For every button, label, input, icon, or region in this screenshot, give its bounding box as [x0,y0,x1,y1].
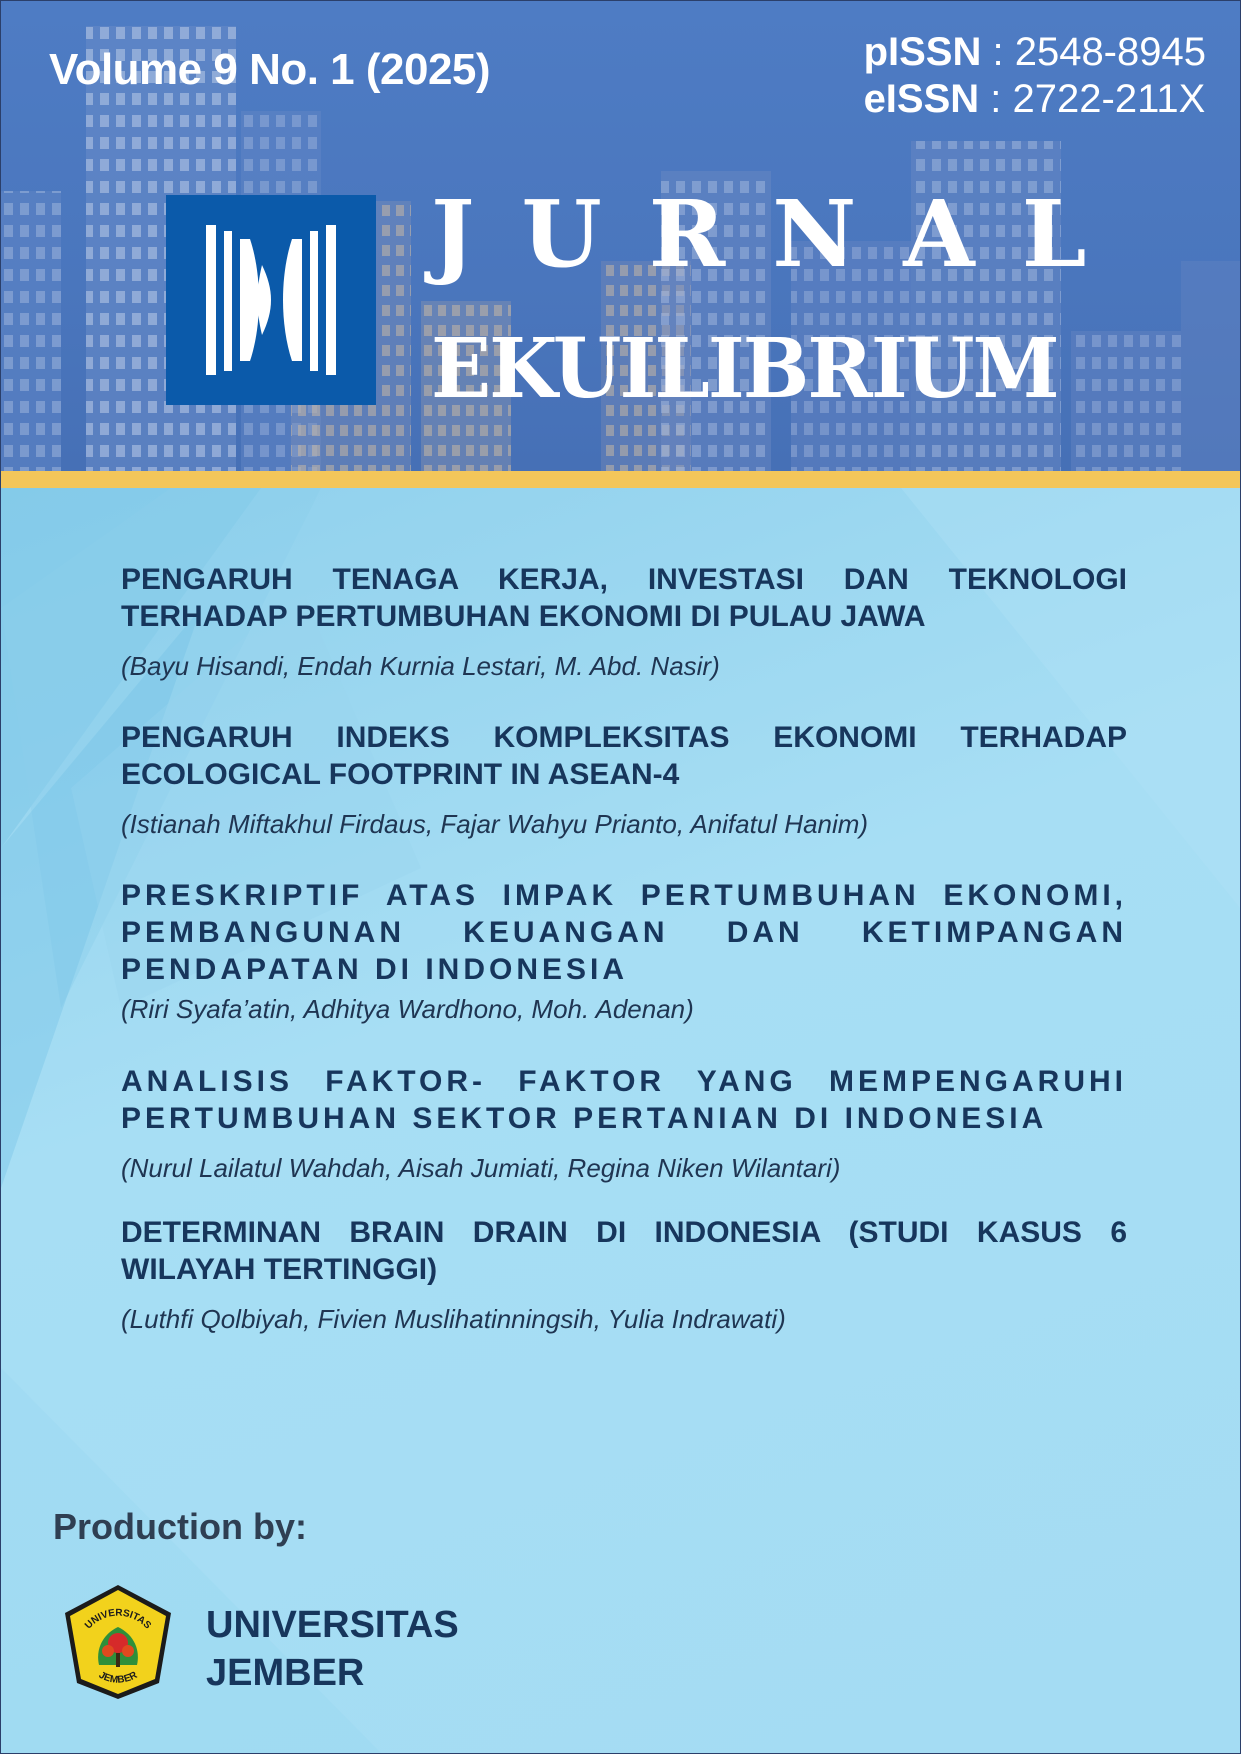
article-authors: (Nurul Lailatul Wahdah, Aisah Jumiati, Regina Niken Wilantari) [121,1153,841,1183]
pissn-label: pISSN [863,30,982,74]
article-authors: (Luthfi Qolbiyah, Fivien Muslihatinningsih, Yulia Indrawati) [121,1304,786,1334]
article-title: DETERMINAN BRAIN DRAIN DI INDONESIA (STUDI KASUS 6 WILAYAH TERTINGGI) [121,1216,1127,1286]
article-authors: (Istianah Miftakhul Firdaus, Fajar Wahyu Prianto, Anifatul Hanim) [121,809,869,839]
article-1 [121,561,1127,683]
cover-header [1,1,1240,471]
university-seal-icon [59,1583,177,1701]
journal-logo-icon [166,195,376,405]
seal-text-bottom: JEMBER [96,1669,140,1686]
seal-text-top: UNIVERSITAS [82,1607,154,1632]
eissn-label: eISSN [863,77,980,121]
article-title: ANALISIS FAKTOR- FAKTOR YANG MEMPENGARUHI PERTUMBUHAN SEKTOR PERTANIAN DI INDONESIA [121,1065,1127,1135]
gold-divider [1,471,1240,488]
article-authors: (Riri Syafa’atin, Adhitya Wardhono, Moh. Adenan) [121,994,694,1024]
university-line2: JEMBER [206,1652,365,1694]
pissn-line [864,29,1206,76]
issn-block [864,29,1206,123]
article-title: PRESKRIPTIF ATAS IMPAK PERTUMBUHAN EKONOMI, PEMBANGUNAN KEUANGAN DAN KETIMPANGAN PENDAPATAN DI INDONESIA [121,879,1127,986]
university-line1: UNIVERSITAS [206,1604,459,1646]
article-authors: (Bayu Hisandi, Endah Kurnia Lestari, M. Abd. Nasir) [121,651,720,681]
article-3 [121,877,1127,1026]
pissn-value: : 2548-8945 [981,30,1206,74]
volume-issue: Volume 9 No. 1 (2025) [49,45,491,94]
article-4 [121,1063,1127,1185]
article-5 [121,1214,1127,1336]
university-name [206,1601,459,1697]
eissn-value: : 2722-211X [979,77,1206,121]
article-2 [121,719,1127,841]
eissn-line [864,76,1206,123]
article-title: PENGARUH INDEKS KOMPLEKSITAS EKONOMI TERHADAP ECOLOGICAL FOOTPRINT IN ASEAN-4 [121,721,1127,791]
journal-title-line1: JURNAL [431,180,1134,288]
journal-logo [166,195,376,405]
article-title: PENGARUH TENAGA KERJA, INVESTASI DAN TEKNOLOGI TERHADAP PERTUMBUHAN EKONOMI DI PULAU JAWA [121,563,1127,633]
production-label: Production by: [53,1506,307,1547]
journal-title-line2: EKUILIBRIUM [431,321,1058,417]
